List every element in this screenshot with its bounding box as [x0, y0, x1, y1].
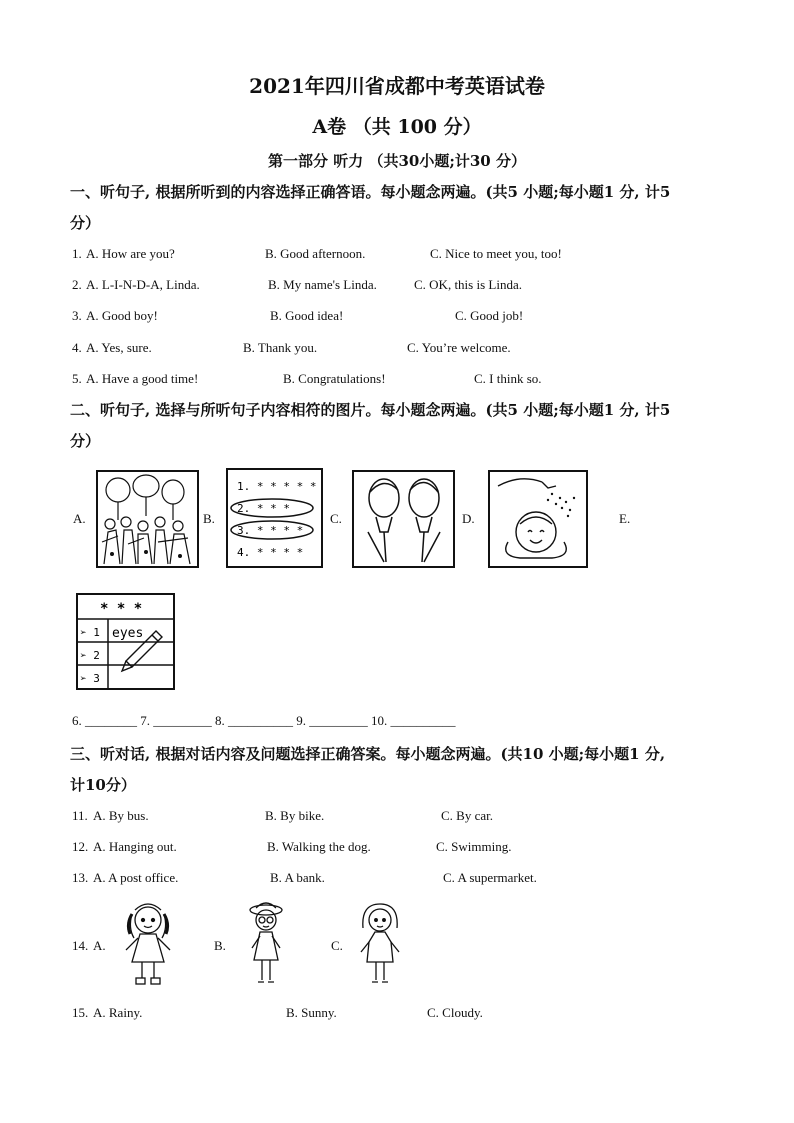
option-b[interactable]: B. — [214, 938, 226, 953]
exam-title: 2021年四川省成都中考英语试卷 — [249, 74, 545, 98]
option-a[interactable]: A. Rainy. — [93, 1005, 143, 1020]
answer-blanks[interactable]: 6. ________ 7. _________ 8. __________ 9. _________ 10. __________ — [72, 713, 456, 728]
picture-a-crowd[interactable] — [96, 470, 199, 568]
part-heading: 第一部分 听力 （共30小题;计30 分） — [268, 152, 526, 170]
section3-heading-cont: 计10分） — [70, 776, 136, 794]
option-c[interactable]: C. Swimming. — [436, 839, 512, 854]
checklist-row-2: ➢ 2 — [80, 649, 100, 662]
star-list-drawing — [228, 470, 321, 566]
question-number: 13. — [72, 870, 89, 885]
option-a[interactable]: A. Hanging out. — [93, 839, 177, 854]
star-row-3: 3. * * * * — [237, 524, 304, 537]
section3-heading: 三、听对话, 根据对话内容及问题选择正确答案。每小题念两遍。(共10 小题;每小题1 分, — [70, 745, 666, 763]
girl-b-hat-glasses[interactable] — [242, 898, 290, 990]
option-b[interactable]: B. A bank. — [270, 870, 325, 885]
option-c[interactable]: C. — [331, 938, 343, 953]
option-c[interactable]: C. By car. — [441, 808, 493, 823]
section2-heading: 二、听句子, 选择与所听句子内容相符的图片。每小题念两遍。(共5 小题;每小题1 分, 计5 — [70, 401, 671, 419]
question-number: 4. — [72, 340, 82, 355]
checklist-word: eyes — [112, 626, 144, 641]
crowd-drawing — [98, 472, 197, 566]
girl-c-short-hair[interactable] — [355, 900, 405, 990]
shower-drawing — [490, 472, 586, 566]
question-number: 14. — [72, 938, 89, 953]
picture-a-label: A. — [73, 511, 86, 526]
picture-c-two-people[interactable] — [352, 470, 455, 568]
question-number: 5. — [72, 371, 82, 386]
option-a[interactable]: A. By bus. — [93, 808, 149, 823]
question-number: 2. — [72, 277, 82, 292]
picture-e-label: E. — [619, 511, 631, 526]
option-c[interactable]: C. You’re welcome. — [407, 340, 511, 355]
two-people-drawing — [354, 472, 453, 566]
section2-heading-cont: 分） — [70, 432, 101, 450]
option-b[interactable]: B. Good idea! — [270, 308, 344, 323]
picture-e-checklist[interactable] — [76, 593, 175, 690]
question-number: 15. — [72, 1005, 89, 1020]
option-a[interactable]: A. L-I-N-D-A, Linda. — [86, 277, 200, 292]
question-number: 12. — [72, 839, 89, 854]
checklist-row-3: ➢ 3 — [80, 672, 100, 685]
star-row-1: 1. * * * * * — [237, 480, 317, 493]
question-number: 3. — [72, 308, 82, 323]
section1-heading: 一、听句子, 根据所听到的内容选择正确答语。每小题念两遍。(共5 小题;每小题1 分, 计5 — [70, 183, 671, 201]
picture-b-label: B. — [203, 511, 215, 526]
option-c[interactable]: C. Nice to meet you, too! — [430, 246, 562, 261]
picture-b-star-list[interactable] — [226, 468, 323, 568]
option-a[interactable]: A. How are you? — [86, 246, 175, 261]
section1-heading-cont: 分） — [70, 214, 101, 232]
checklist-header: * * * — [100, 601, 143, 617]
option-b[interactable]: B. Thank you. — [243, 340, 318, 355]
option-b[interactable]: B. By bike. — [265, 808, 325, 823]
option-c[interactable]: C. Good job! — [455, 308, 524, 323]
option-c[interactable]: C. Cloudy. — [427, 1005, 483, 1020]
question-number: 11. — [72, 808, 88, 823]
option-b[interactable]: B. Congratulations! — [283, 371, 386, 386]
option-a[interactable]: A. Yes, sure. — [86, 340, 152, 355]
option-b[interactable]: B. My name's Linda. — [268, 277, 377, 292]
star-row-4: 4. * * * * — [237, 546, 304, 559]
exam-subtitle: A卷 （共 100 分） — [312, 116, 482, 138]
star-row-2: 2. * * * — [237, 502, 290, 515]
option-b[interactable]: B. Sunny. — [286, 1005, 337, 1020]
checklist-drawing — [78, 595, 173, 688]
picture-c-label: C. — [330, 511, 342, 526]
checklist-row-1: ➢ 1 — [80, 626, 100, 639]
option-b[interactable]: B. Good afternoon. — [265, 246, 366, 261]
option-b[interactable]: B. Walking the dog. — [267, 839, 371, 854]
option-a[interactable]: A. A post office. — [93, 870, 179, 885]
question-number: 1. — [72, 246, 82, 261]
option-c[interactable]: C. A supermarket. — [443, 870, 537, 885]
option-a[interactable]: A. — [93, 938, 106, 953]
picture-d-label: D. — [462, 511, 475, 526]
option-c[interactable]: C. OK, this is Linda. — [414, 277, 522, 292]
option-a[interactable]: A. Good boy! — [86, 308, 158, 323]
option-c[interactable]: C. I think so. — [474, 371, 542, 386]
option-a[interactable]: A. Have a good time! — [86, 371, 199, 386]
picture-d-shower[interactable] — [488, 470, 588, 568]
girl-a-curly-hair[interactable] — [118, 898, 178, 990]
